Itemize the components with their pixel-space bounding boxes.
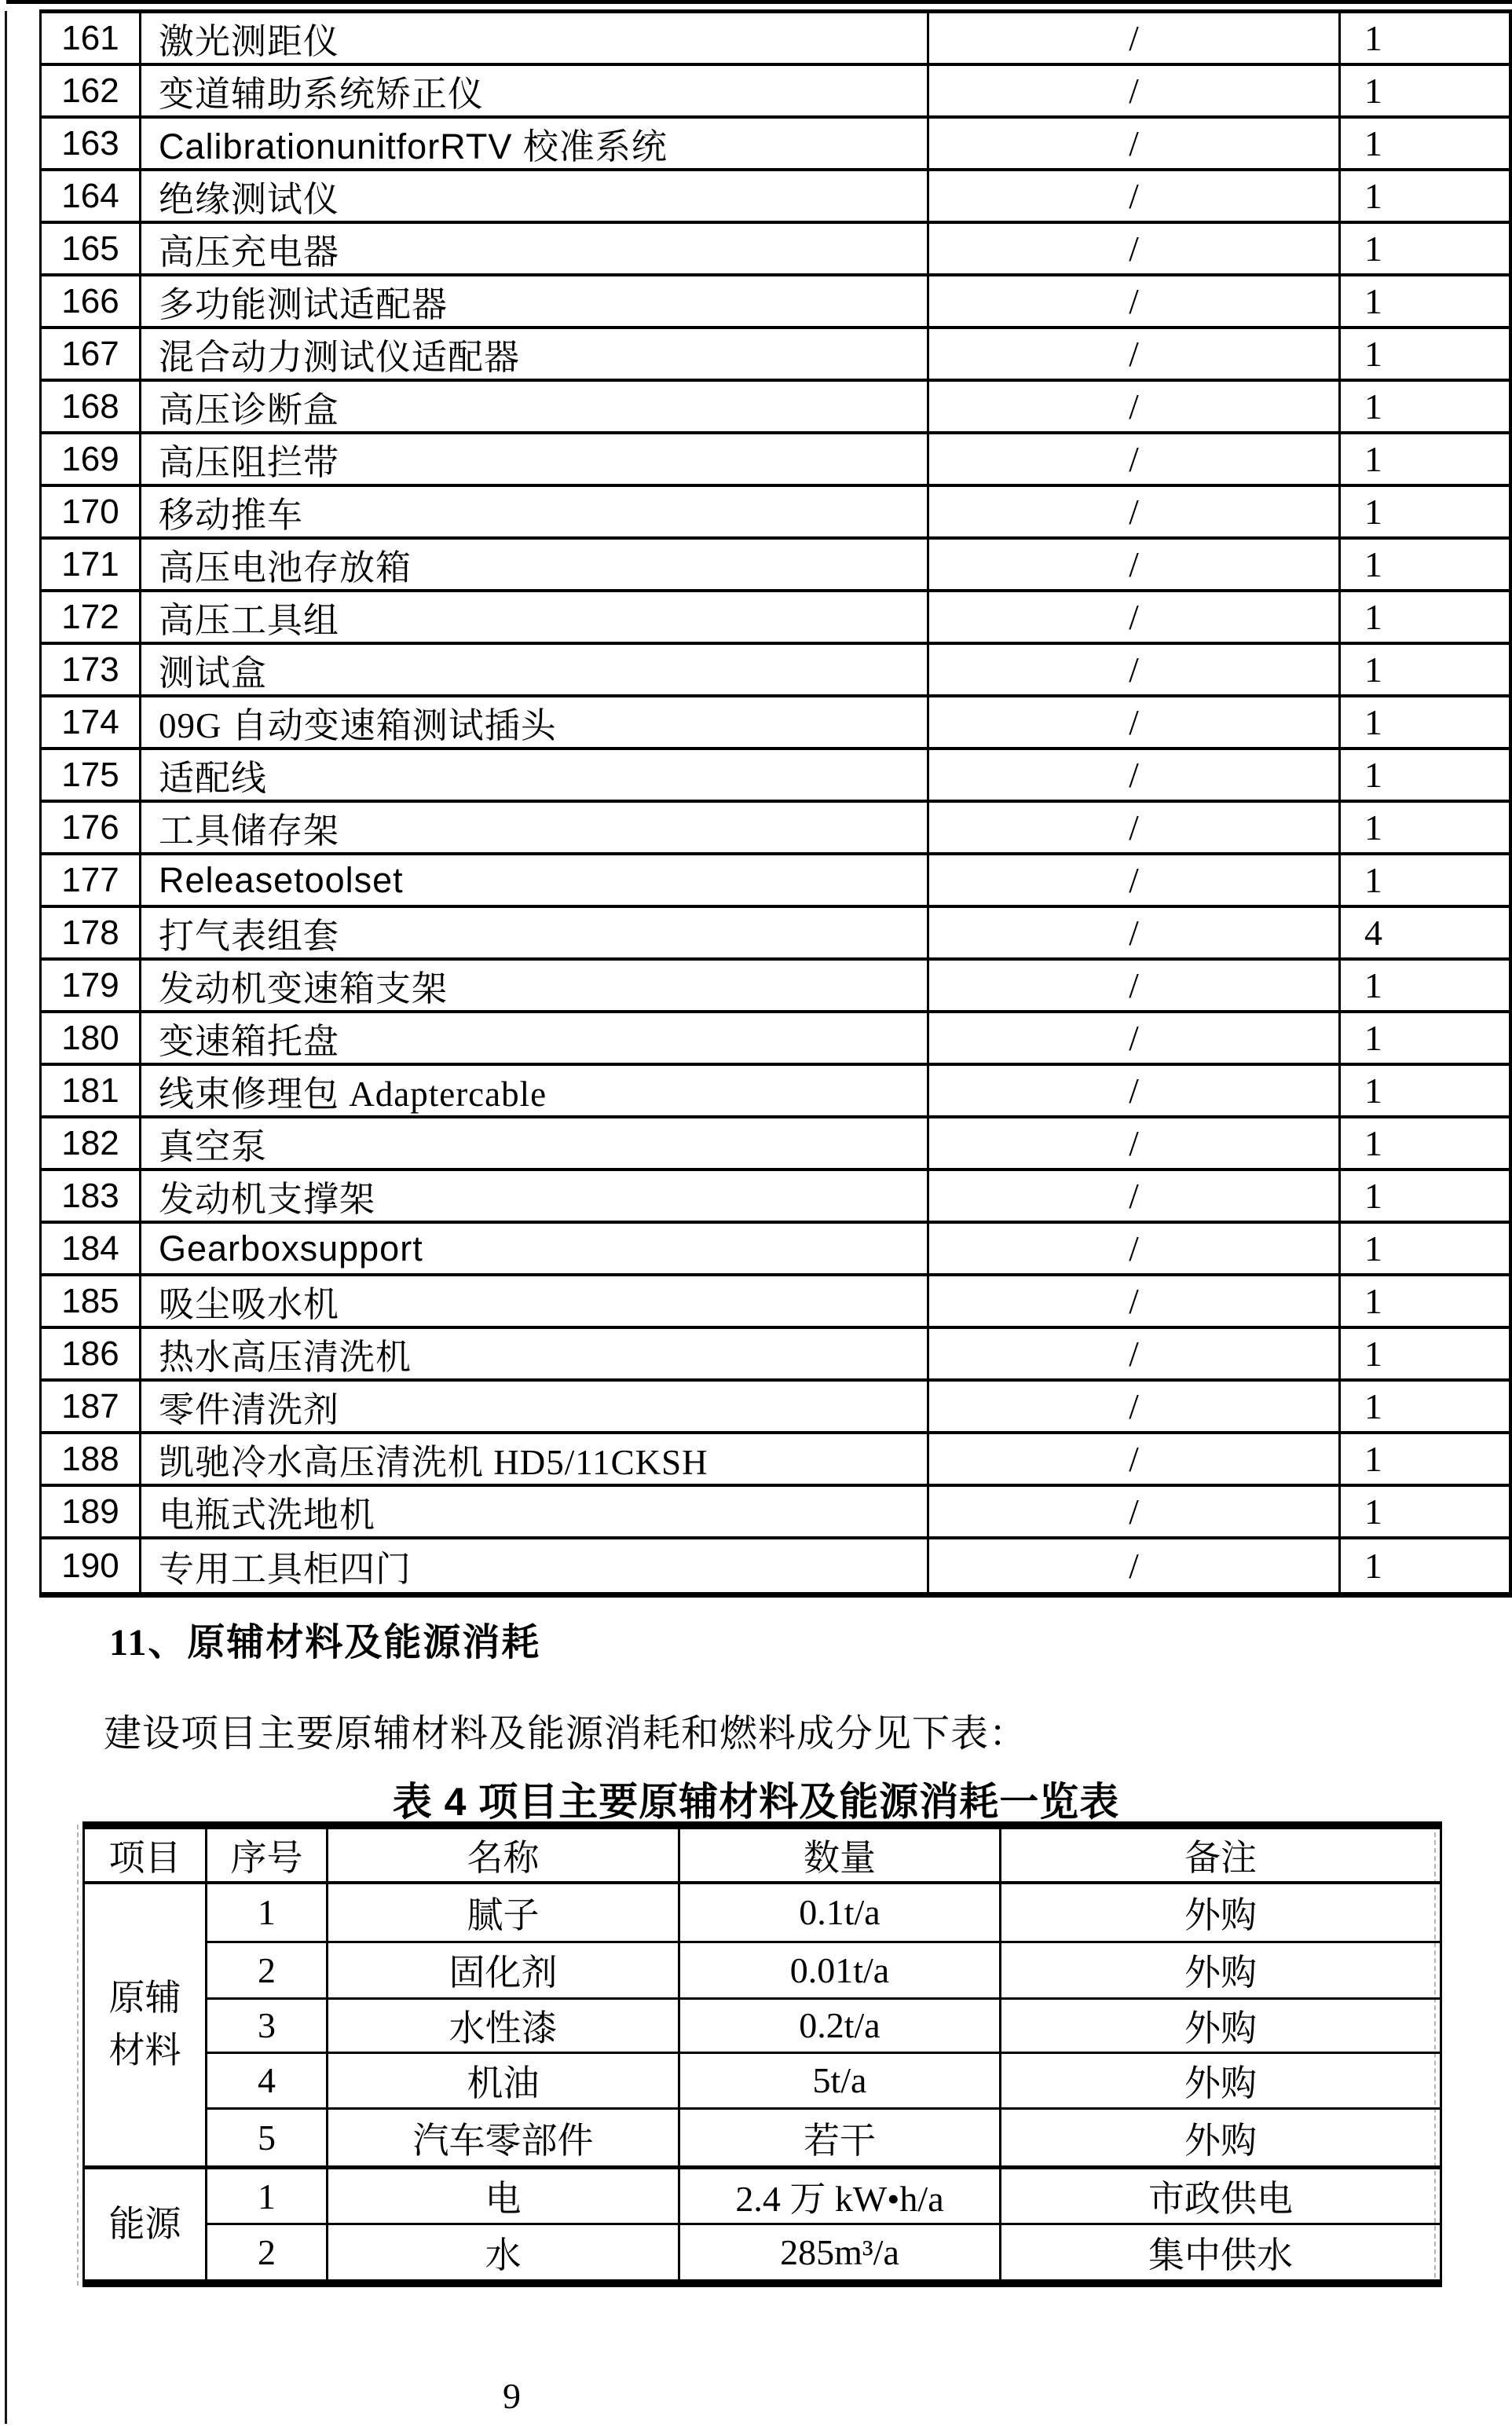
remark-cell: 外购 bbox=[1001, 1942, 1441, 1998]
quantity-cell: 0.1t/a bbox=[679, 1883, 1001, 1942]
spec-cell: / bbox=[929, 276, 1341, 326]
table-row bbox=[42, 961, 1509, 1013]
equipment-name-cell: 高压充电器 bbox=[141, 224, 929, 273]
equipment-name-cell: 真空泵 bbox=[141, 1118, 929, 1168]
quantity-cell: 1 bbox=[1364, 1176, 1382, 1216]
row-number-cell: 165 bbox=[42, 224, 141, 273]
quantity-cell: 1 bbox=[1364, 1334, 1382, 1374]
row-number-cell: 168 bbox=[42, 382, 141, 431]
quantity-cell: 1 bbox=[1364, 965, 1382, 1005]
page-number: 9 bbox=[503, 2376, 521, 2416]
serial-cell: 3 bbox=[207, 1998, 328, 2052]
spec-cell: / bbox=[929, 382, 1341, 431]
equipment-name-cell: 发动机变速箱支架 bbox=[141, 961, 929, 1010]
equipment-name-cell: 凯驰冷水高压清洗机 HD5/11CKSH bbox=[141, 1434, 929, 1484]
spec-cell: / bbox=[929, 645, 1341, 694]
quantity-cell: 0.01t/a bbox=[679, 1942, 1001, 1998]
spec-cell: / bbox=[929, 66, 1341, 115]
table-row bbox=[42, 1224, 1509, 1276]
spec-cell: / bbox=[929, 1329, 1341, 1378]
table-top-edge-line bbox=[6, 0, 1512, 4]
equipment-name-cell: 09G 自动变速箱测试插头 bbox=[141, 697, 929, 747]
quantity-cell: 1 bbox=[1364, 439, 1382, 479]
quantity-cell: 0.2t/a bbox=[679, 1998, 1001, 2052]
material-name-cell: 固化剂 bbox=[328, 1942, 679, 1998]
row-number-cell: 179 bbox=[42, 961, 141, 1010]
section-heading: 11、原辅材料及能源消耗 bbox=[109, 1622, 541, 1664]
column-header: 数量 bbox=[679, 1825, 1001, 1883]
row-number-cell: 189 bbox=[42, 1487, 141, 1536]
spec-cell: / bbox=[929, 1382, 1341, 1431]
row-number-cell: 188 bbox=[42, 1434, 141, 1484]
equipment-name-cell: 测试盒 bbox=[141, 645, 929, 694]
equipment-name-cell: 发动机支撑架 bbox=[141, 1171, 929, 1221]
table-row bbox=[42, 645, 1509, 697]
dashed-guide-left bbox=[77, 1825, 79, 2286]
row-number-cell: 175 bbox=[42, 750, 141, 800]
serial-cell: 1 bbox=[207, 1883, 328, 1942]
spec-cell: / bbox=[929, 1434, 1341, 1484]
spec-cell: / bbox=[929, 1276, 1341, 1326]
row-number-cell: 173 bbox=[42, 645, 141, 694]
table-row bbox=[84, 1942, 1441, 1998]
quantity-cell: 1 bbox=[1364, 807, 1382, 847]
row-number-cell: 176 bbox=[42, 803, 141, 852]
quantity-cell: 1 bbox=[1364, 597, 1382, 637]
table-row bbox=[42, 1382, 1509, 1434]
row-number-cell: 174 bbox=[42, 697, 141, 747]
table-row bbox=[42, 1276, 1509, 1329]
row-number-cell: 182 bbox=[42, 1118, 141, 1168]
spec-cell: / bbox=[929, 961, 1341, 1010]
quantity-cell: 1 bbox=[1364, 1492, 1382, 1532]
equipment-name-cell: 热水高压清洗机 bbox=[141, 1329, 929, 1378]
table-row bbox=[42, 1118, 1509, 1171]
quantity-cell: 1 bbox=[1364, 1281, 1382, 1321]
table-row bbox=[42, 1066, 1509, 1118]
equipment-table bbox=[39, 9, 1512, 1598]
quantity-cell: 4 bbox=[1364, 913, 1382, 953]
table-row bbox=[42, 382, 1509, 434]
table4-title: 表 4 项目主要原辅材料及能源消耗一览表 bbox=[392, 1780, 1120, 1824]
serial-cell: 2 bbox=[207, 2224, 328, 2283]
row-number-cell: 184 bbox=[42, 1224, 141, 1273]
material-name-cell: 汽车零部件 bbox=[328, 2109, 679, 2168]
table-row bbox=[42, 1487, 1509, 1539]
materials-table-header bbox=[84, 1825, 1441, 1883]
spec-cell: / bbox=[929, 803, 1341, 852]
table-row bbox=[42, 13, 1509, 66]
table-row bbox=[42, 855, 1509, 908]
quantity-cell: 1 bbox=[1364, 1546, 1382, 1586]
table-row bbox=[42, 908, 1509, 961]
equipment-name-cell: 打气表组套 bbox=[141, 908, 929, 957]
quantity-cell: 1 bbox=[1364, 18, 1382, 58]
group-label-cell: 原辅材料 bbox=[84, 1883, 207, 2168]
quantity-cell: 5t/a bbox=[679, 2052, 1001, 2108]
quantity-cell: 1 bbox=[1364, 176, 1382, 216]
remark-cell: 外购 bbox=[1001, 2052, 1441, 2108]
equipment-name-cell: 线束修理包 Adaptercable bbox=[141, 1066, 929, 1115]
spec-cell: / bbox=[929, 1487, 1341, 1536]
quantity-cell: 1 bbox=[1364, 755, 1382, 795]
material-name-cell: 腻子 bbox=[328, 1883, 679, 1942]
material-name-cell: 电 bbox=[328, 2168, 679, 2224]
table-row bbox=[84, 1883, 1441, 1942]
spec-cell: / bbox=[929, 434, 1341, 484]
row-number-cell: 166 bbox=[42, 276, 141, 326]
table-row bbox=[42, 1434, 1509, 1487]
material-name-cell: 机油 bbox=[328, 2052, 679, 2108]
quantity-cell: 若干 bbox=[679, 2109, 1001, 2168]
equipment-name-cell: 绝缘测试仪 bbox=[141, 171, 929, 221]
quantity-cell: 1 bbox=[1364, 1228, 1382, 1268]
spec-cell: / bbox=[929, 119, 1341, 168]
table-row bbox=[84, 2109, 1441, 2168]
equipment-name-cell: 高压电池存放箱 bbox=[141, 540, 929, 589]
equipment-name-cell: 适配线 bbox=[141, 750, 929, 800]
equipment-name-cell: 激光测距仪 bbox=[141, 13, 929, 63]
spec-cell: / bbox=[929, 697, 1341, 747]
spec-cell: / bbox=[929, 540, 1341, 589]
serial-cell: 2 bbox=[207, 1942, 328, 1998]
column-header: 名称 bbox=[328, 1825, 679, 1883]
equipment-name-cell: 高压阻拦带 bbox=[141, 434, 929, 484]
row-number-cell: 190 bbox=[42, 1539, 141, 1592]
spec-cell: / bbox=[929, 487, 1341, 536]
remark-cell: 集中供水 bbox=[1001, 2224, 1441, 2283]
spec-cell: / bbox=[929, 1066, 1341, 1115]
quantity-cell: 1 bbox=[1364, 1071, 1382, 1111]
spec-cell: / bbox=[929, 1224, 1341, 1273]
row-number-cell: 162 bbox=[42, 66, 141, 115]
table-row bbox=[42, 276, 1509, 329]
spec-cell: / bbox=[929, 855, 1341, 905]
spec-cell: / bbox=[929, 1118, 1341, 1168]
row-number-cell: 172 bbox=[42, 592, 141, 642]
row-number-cell: 178 bbox=[42, 908, 141, 957]
column-header: 备注 bbox=[1001, 1825, 1441, 1883]
row-number-cell: 163 bbox=[42, 119, 141, 168]
table-row bbox=[42, 434, 1509, 487]
table-row bbox=[42, 66, 1509, 119]
quantity-cell: 1 bbox=[1364, 334, 1382, 374]
row-number-cell: 170 bbox=[42, 487, 141, 536]
equipment-name-cell: 高压工具组 bbox=[141, 592, 929, 642]
column-header: 项目 bbox=[84, 1825, 207, 1883]
quantity-cell: 1 bbox=[1364, 1439, 1382, 1479]
quantity-cell: 1 bbox=[1364, 492, 1382, 532]
serial-cell: 5 bbox=[207, 2109, 328, 2168]
quantity-cell: 1 bbox=[1364, 702, 1382, 742]
row-number-cell: 186 bbox=[42, 1329, 141, 1378]
table-row bbox=[84, 2168, 1441, 2224]
quantity-cell: 1 bbox=[1364, 860, 1382, 900]
material-name-cell: 水 bbox=[328, 2224, 679, 2283]
table-row bbox=[42, 592, 1509, 645]
row-number-cell: 161 bbox=[42, 13, 141, 63]
row-number-cell: 169 bbox=[42, 434, 141, 484]
remark-cell: 外购 bbox=[1001, 1998, 1441, 2052]
table-row bbox=[84, 2052, 1441, 2108]
material-name-cell: 水性漆 bbox=[328, 1998, 679, 2052]
row-number-cell: 177 bbox=[42, 855, 141, 905]
row-number-cell: 185 bbox=[42, 1276, 141, 1326]
table-row bbox=[42, 119, 1509, 171]
equipment-name-cell: Releasetoolset bbox=[141, 855, 929, 905]
column-header: 序号 bbox=[207, 1825, 328, 1883]
quantity-cell: 1 bbox=[1364, 1018, 1382, 1058]
spec-cell: / bbox=[929, 1171, 1341, 1221]
table-row bbox=[42, 224, 1509, 276]
row-number-cell: 181 bbox=[42, 1066, 141, 1115]
row-number-cell: 171 bbox=[42, 540, 141, 589]
table-row bbox=[42, 487, 1509, 540]
serial-cell: 4 bbox=[207, 2052, 328, 2108]
table-row bbox=[42, 329, 1509, 382]
table-row bbox=[42, 1171, 1509, 1224]
spec-cell: / bbox=[929, 592, 1341, 642]
page-frame-left-line bbox=[5, 11, 7, 2424]
table-row bbox=[42, 697, 1509, 750]
remark-cell: 外购 bbox=[1001, 2109, 1441, 2168]
serial-cell: 1 bbox=[207, 2168, 328, 2224]
quantity-cell: 1 bbox=[1364, 386, 1382, 426]
equipment-name-cell: 电瓶式洗地机 bbox=[141, 1487, 929, 1536]
equipment-name-cell: 零件清洗剂 bbox=[141, 1382, 929, 1431]
quantity-cell: 1 bbox=[1364, 1386, 1382, 1426]
equipment-name-cell: CalibrationunitforRTV 校准系统 bbox=[141, 119, 929, 168]
table-row bbox=[42, 1329, 1509, 1382]
group-label-cell: 能源 bbox=[84, 2168, 207, 2283]
row-number-cell: 167 bbox=[42, 329, 141, 379]
equipment-name-cell: 变速箱托盘 bbox=[141, 1013, 929, 1063]
table-row bbox=[42, 171, 1509, 224]
quantity-cell: 1 bbox=[1364, 281, 1382, 321]
spec-cell: / bbox=[929, 908, 1341, 957]
spec-cell: / bbox=[929, 224, 1341, 273]
equipment-name-cell: 专用工具柜四门 bbox=[141, 1539, 929, 1592]
row-number-cell: 164 bbox=[42, 171, 141, 221]
materials-table bbox=[82, 1821, 1442, 2287]
table-row bbox=[42, 1013, 1509, 1066]
remark-cell: 市政供电 bbox=[1001, 2168, 1441, 2224]
equipment-name-cell: 工具储存架 bbox=[141, 803, 929, 852]
spec-cell: / bbox=[929, 13, 1341, 63]
equipment-name-cell: 变道辅助系统矫正仪 bbox=[141, 66, 929, 115]
spec-cell: / bbox=[929, 750, 1341, 800]
row-number-cell: 187 bbox=[42, 1382, 141, 1431]
table-row bbox=[84, 2224, 1441, 2283]
equipment-name-cell: 移动推车 bbox=[141, 487, 929, 536]
equipment-name-cell: 混合动力测试仪适配器 bbox=[141, 329, 929, 379]
quantity-cell: 285m³/a bbox=[679, 2224, 1001, 2283]
quantity-cell: 1 bbox=[1364, 229, 1382, 269]
equipment-name-cell: 多功能测试适配器 bbox=[141, 276, 929, 326]
equipment-name-cell: 高压诊断盒 bbox=[141, 382, 929, 431]
equipment-name-cell: Gearboxsupport bbox=[141, 1224, 929, 1273]
table-row bbox=[42, 1539, 1509, 1592]
table-row bbox=[42, 750, 1509, 803]
table-row bbox=[42, 540, 1509, 592]
table-row bbox=[42, 803, 1509, 855]
materials-table-body bbox=[84, 1883, 1441, 2283]
spec-cell: / bbox=[929, 1013, 1341, 1063]
quantity-cell: 1 bbox=[1364, 123, 1382, 163]
quantity-cell: 1 bbox=[1364, 650, 1382, 690]
materials-table-wrapper bbox=[82, 1821, 1442, 2287]
quantity-cell: 1 bbox=[1364, 544, 1382, 584]
remark-cell: 外购 bbox=[1001, 1883, 1441, 1942]
spec-cell: / bbox=[929, 329, 1341, 379]
spec-cell: / bbox=[929, 171, 1341, 221]
row-number-cell: 180 bbox=[42, 1013, 141, 1063]
spec-cell: / bbox=[929, 1539, 1341, 1592]
quantity-cell: 1 bbox=[1364, 71, 1382, 111]
quantity-cell: 2.4 万 kW•h/a bbox=[679, 2168, 1001, 2224]
quantity-cell: 1 bbox=[1364, 1123, 1382, 1163]
row-number-cell: 183 bbox=[42, 1171, 141, 1221]
table-row bbox=[84, 1998, 1441, 2052]
equipment-name-cell: 吸尘吸水机 bbox=[141, 1276, 929, 1326]
intro-paragraph: 建设项目主要原辅材料及能源消耗和燃料成分见下表： bbox=[104, 1713, 1028, 1755]
